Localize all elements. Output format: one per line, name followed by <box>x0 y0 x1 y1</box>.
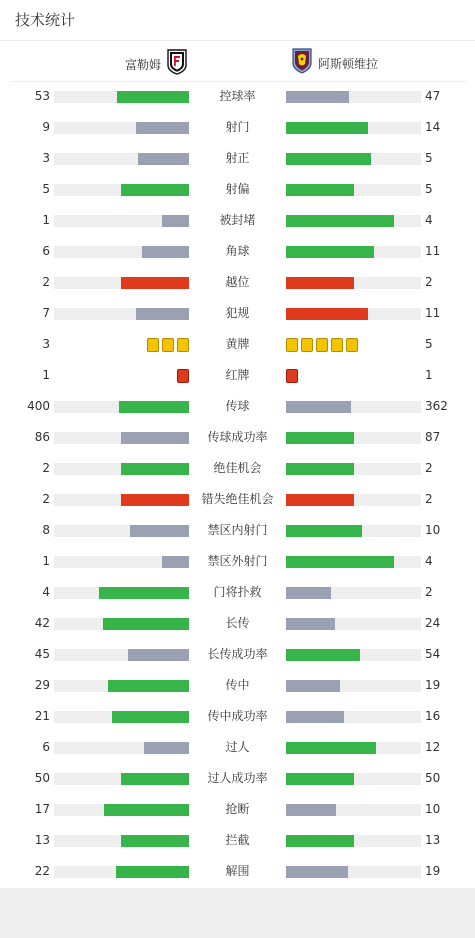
stat-label: 传中 <box>225 678 250 692</box>
home-bar-fill <box>130 525 189 537</box>
away-bar-track <box>286 463 421 475</box>
home-bar-track <box>54 835 189 847</box>
away-bar-track <box>286 91 421 103</box>
away-bar-track <box>286 556 421 568</box>
home-bar-fill <box>142 246 189 258</box>
home-value: 3 <box>42 151 50 165</box>
stat-label: 射偏 <box>225 182 250 196</box>
away-value: 362 <box>425 399 448 413</box>
fulham-crest-icon <box>167 49 187 79</box>
home-team-name: 富勒姆 <box>124 57 161 72</box>
home-bar-track <box>54 184 189 196</box>
stat-row <box>0 856 475 887</box>
red-card-icon <box>177 369 189 383</box>
away-value: 11 <box>425 244 441 258</box>
home-bar-fill <box>128 649 189 661</box>
stat-label: 绝佳机会 <box>213 461 262 475</box>
stat-row <box>0 515 475 546</box>
stat-label: 被封堵 <box>219 213 256 227</box>
away-bar-track <box>286 835 421 847</box>
home-value: 50 <box>34 771 50 785</box>
stat-row <box>0 143 475 174</box>
away-team-name: 阿斯顿维拉 <box>318 56 379 71</box>
away-bar-fill <box>286 91 349 103</box>
away-bar-track <box>286 153 421 165</box>
stat-label: 射正 <box>225 151 250 165</box>
red-card-icon <box>286 369 298 383</box>
away-value: 4 <box>425 554 433 568</box>
home-bar-track <box>54 432 189 444</box>
home-cards <box>147 338 189 352</box>
stat-label: 过人成功率 <box>207 771 268 785</box>
stat-row <box>0 577 475 608</box>
away-value: 1 <box>425 368 433 382</box>
home-bar-track <box>54 742 189 754</box>
yellow-card-icon <box>331 338 343 352</box>
away-bar-fill <box>286 432 354 444</box>
stat-label: 解围 <box>225 864 250 878</box>
away-bar-fill <box>286 494 354 506</box>
away-value: 19 <box>425 678 441 692</box>
home-value: 29 <box>34 678 50 692</box>
home-bar-fill <box>121 835 189 847</box>
home-bar-track <box>54 711 189 723</box>
away-bar-track <box>286 866 421 878</box>
stat-label: 越位 <box>225 275 250 289</box>
away-bar-fill <box>286 308 368 320</box>
stat-row <box>0 701 475 732</box>
home-cards <box>177 369 189 383</box>
home-bar-fill <box>136 122 189 134</box>
home-bar-track <box>54 215 189 227</box>
home-value: 2 <box>42 492 50 506</box>
away-value: 14 <box>425 120 441 134</box>
stat-row <box>0 391 475 422</box>
yellow-card-icon <box>346 338 358 352</box>
stat-row <box>0 267 475 298</box>
yellow-card-icon <box>162 338 174 352</box>
stat-label: 长传 <box>225 616 250 630</box>
away-bar-track <box>286 525 421 537</box>
away-bar-fill <box>286 587 331 599</box>
home-bar-track <box>54 587 189 599</box>
home-value: 21 <box>34 709 50 723</box>
away-value: 2 <box>425 585 433 599</box>
away-bar-track <box>286 308 421 320</box>
away-value: 2 <box>425 461 433 475</box>
away-value: 2 <box>425 492 433 506</box>
stat-label: 错失绝佳机会 <box>201 492 274 506</box>
home-bar-fill <box>136 308 189 320</box>
away-bar-track <box>286 680 421 692</box>
away-value: 54 <box>425 647 441 661</box>
home-value: 2 <box>42 275 50 289</box>
home-bar-fill <box>99 587 189 599</box>
home-bar-track <box>54 401 189 413</box>
yellow-card-icon <box>147 338 159 352</box>
away-bar-track <box>286 711 421 723</box>
away-bar-track <box>286 742 421 754</box>
home-bar-track <box>54 649 189 661</box>
home-value: 53 <box>34 89 50 103</box>
home-bar-track <box>54 804 189 816</box>
home-bar-track <box>54 773 189 785</box>
away-value: 24 <box>425 616 441 630</box>
stat-row <box>0 112 475 143</box>
away-bar-fill <box>286 866 348 878</box>
stat-label: 长传成功率 <box>207 647 268 661</box>
yellow-card-icon <box>301 338 313 352</box>
home-bar-track <box>54 556 189 568</box>
stat-label: 黄牌 <box>225 337 250 351</box>
home-bar-fill <box>121 277 189 289</box>
home-bar-fill <box>162 556 189 568</box>
away-bar-fill <box>286 773 354 785</box>
home-bar-track <box>54 153 189 165</box>
away-bar-fill <box>286 680 340 692</box>
stat-label: 传球 <box>225 399 250 413</box>
home-bar-fill <box>121 494 189 506</box>
stat-row <box>0 763 475 794</box>
away-bar-track <box>286 587 421 599</box>
stat-label: 红牌 <box>225 368 250 382</box>
stat-label: 抢断 <box>225 802 250 816</box>
away-bar-track <box>286 804 421 816</box>
yellow-card-icon <box>286 338 298 352</box>
home-value: 6 <box>42 740 50 754</box>
stat-label: 射门 <box>225 120 250 134</box>
home-value: 2 <box>42 461 50 475</box>
away-value: 5 <box>425 337 433 351</box>
stat-label: 控球率 <box>219 89 256 103</box>
home-bar-fill <box>117 91 189 103</box>
home-bar-fill <box>119 401 189 413</box>
team-header <box>0 41 475 81</box>
away-bar-fill <box>286 277 354 289</box>
home-value: 45 <box>34 647 50 661</box>
home-bar-fill <box>108 680 189 692</box>
away-bar-track <box>286 215 421 227</box>
home-bar-track <box>54 277 189 289</box>
home-value: 6 <box>42 244 50 258</box>
home-bar-fill <box>112 711 189 723</box>
stat-label: 过人 <box>225 740 250 754</box>
stat-row <box>0 546 475 577</box>
home-bar-fill <box>116 866 189 878</box>
stat-row <box>0 453 475 484</box>
stat-label: 角球 <box>225 244 250 258</box>
page-title: 技术统计 <box>15 11 76 29</box>
home-bar-fill <box>103 618 189 630</box>
away-bar-fill <box>286 556 394 568</box>
home-bar-fill <box>121 432 189 444</box>
home-bar-track <box>54 91 189 103</box>
home-bar-track <box>54 463 189 475</box>
yellow-card-icon <box>177 338 189 352</box>
home-bar-track <box>54 494 189 506</box>
stat-label: 传球成功率 <box>207 430 268 444</box>
stat-row <box>0 236 475 267</box>
away-bar-fill <box>286 246 374 258</box>
home-bar-track <box>54 246 189 258</box>
away-bar-fill <box>286 835 354 847</box>
home-bar-fill <box>121 463 189 475</box>
away-bar-track <box>286 184 421 196</box>
home-bar-fill <box>162 215 189 227</box>
home-bar-track <box>54 618 189 630</box>
away-bar-track <box>286 494 421 506</box>
home-value: 42 <box>34 616 50 630</box>
away-value: 4 <box>425 213 433 227</box>
away-value: 50 <box>425 771 441 785</box>
home-value: 5 <box>42 182 50 196</box>
away-bar-fill <box>286 525 362 537</box>
away-value: 10 <box>425 802 441 816</box>
away-value: 2 <box>425 275 433 289</box>
stat-row <box>0 422 475 453</box>
away-bar-fill <box>286 463 354 475</box>
stat-row <box>0 484 475 515</box>
home-bar-track <box>54 122 189 134</box>
away-bar-fill <box>286 401 351 413</box>
away-bar-track <box>286 432 421 444</box>
away-value: 87 <box>425 430 441 444</box>
away-cards <box>286 369 298 383</box>
stat-row <box>0 794 475 825</box>
away-bar-fill <box>286 618 335 630</box>
home-value: 22 <box>34 864 50 878</box>
stat-row <box>0 174 475 205</box>
away-bar-fill <box>286 153 371 165</box>
stat-row <box>0 298 475 329</box>
home-value: 1 <box>42 554 50 568</box>
home-bar-track <box>54 866 189 878</box>
home-value: 4 <box>42 585 50 599</box>
stat-row <box>0 825 475 856</box>
away-bar-track <box>286 246 421 258</box>
home-value: 7 <box>42 306 50 320</box>
stat-row <box>0 608 475 639</box>
stat-row <box>0 81 475 112</box>
away-cards <box>286 338 358 352</box>
away-value: 16 <box>425 709 441 723</box>
home-value: 400 <box>27 399 50 413</box>
home-team[interactable] <box>125 49 187 79</box>
away-bar-track <box>286 401 421 413</box>
stats-list <box>0 81 475 887</box>
home-bar-fill <box>104 804 189 816</box>
home-bar-fill <box>121 773 189 785</box>
away-bar-track <box>286 773 421 785</box>
yellow-card-icon <box>316 338 328 352</box>
home-value: 9 <box>42 120 50 134</box>
away-value: 11 <box>425 306 441 320</box>
aston-villa-crest-icon <box>292 48 312 78</box>
away-value: 19 <box>425 864 441 878</box>
stat-label: 拦截 <box>225 833 250 847</box>
home-value: 1 <box>42 213 50 227</box>
away-value: 5 <box>425 182 433 196</box>
home-bar-fill <box>121 184 189 196</box>
away-team[interactable] <box>292 48 378 78</box>
stat-label: 传中成功率 <box>207 709 268 723</box>
away-bar-fill <box>286 804 336 816</box>
home-bar-fill <box>138 153 189 165</box>
away-bar-fill <box>286 184 354 196</box>
home-bar-fill <box>144 742 189 754</box>
stat-row <box>0 670 475 701</box>
stat-row <box>0 329 475 360</box>
home-bar-track <box>54 680 189 692</box>
stat-label: 犯规 <box>225 306 250 320</box>
home-value: 13 <box>34 833 50 847</box>
home-value: 86 <box>34 430 50 444</box>
away-bar-track <box>286 122 421 134</box>
stat-label: 禁区内射门 <box>207 523 268 537</box>
away-value: 47 <box>425 89 441 103</box>
away-bar-track <box>286 649 421 661</box>
away-value: 12 <box>425 740 441 754</box>
stat-row <box>0 639 475 670</box>
home-value: 8 <box>42 523 50 537</box>
away-bar-fill <box>286 711 344 723</box>
home-bar-track <box>54 525 189 537</box>
away-bar-track <box>286 277 421 289</box>
stat-label: 禁区外射门 <box>207 554 268 568</box>
home-value: 1 <box>42 368 50 382</box>
away-bar-track <box>286 618 421 630</box>
home-bar-track <box>54 308 189 320</box>
away-bar-fill <box>286 742 376 754</box>
away-bar-fill <box>286 649 360 661</box>
away-value: 13 <box>425 833 441 847</box>
home-value: 17 <box>34 802 50 816</box>
stat-label: 门将扑救 <box>213 585 262 599</box>
away-bar-fill <box>286 122 368 134</box>
home-value: 3 <box>42 337 50 351</box>
stat-row <box>0 360 475 391</box>
stat-row <box>0 732 475 763</box>
stat-row <box>0 205 475 236</box>
away-bar-fill <box>286 215 394 227</box>
away-value: 5 <box>425 151 433 165</box>
away-value: 10 <box>425 523 441 537</box>
